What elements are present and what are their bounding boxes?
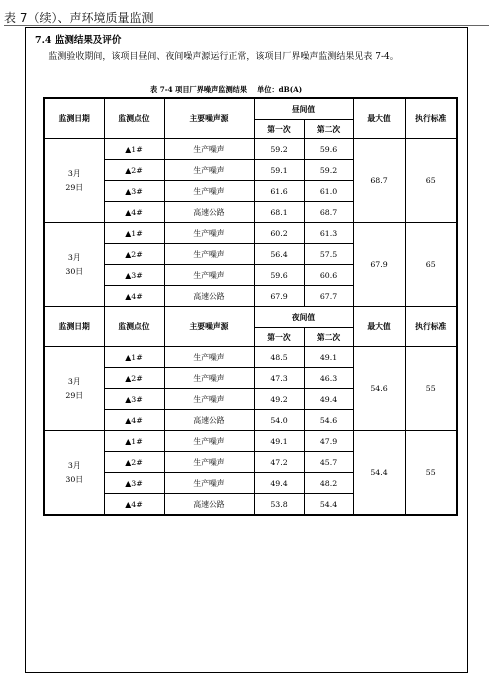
point-cell: ▲3# [104,181,164,202]
header-period: 夜间值 [254,307,353,328]
second-value-cell: 46.3 [304,368,353,389]
source-cell: 高速公路 [164,494,254,516]
date-cell [44,223,104,307]
page-header: 表 7（续）、声环境质量监测 [4,11,154,25]
source-cell: 生产噪声 [164,181,254,202]
first-value-cell: 54.0 [254,410,304,431]
table-row [44,431,457,452]
source-cell: 生产噪声 [164,265,254,286]
section-title: 7.4 监测结果及评价 [35,35,122,46]
table-row [44,139,457,160]
source-cell: 高速公路 [164,286,254,307]
second-value-cell: 47.9 [304,431,353,452]
second-value-cell: 68.7 [304,202,353,223]
source-cell: 生产噪声 [164,347,254,368]
source-cell: 生产噪声 [164,223,254,244]
standard-cell: 55 [405,431,457,516]
first-value-cell: 47.3 [254,368,304,389]
header-date: 监测日期 [44,98,104,139]
table-body [44,98,457,515]
first-value-cell: 49.2 [254,389,304,410]
header-max: 最大值 [353,98,405,139]
intro-paragraph: 监测验收期间，该项目昼间、夜间噪声源运行正常，该项目厂界噪声监测结果见表 7-4。 [48,52,399,62]
first-value-cell: 61.6 [254,181,304,202]
first-value-cell: 47.2 [254,452,304,473]
table-caption-title: 表 7-4 项目厂界噪声监测结果 [150,85,248,94]
point-cell: ▲3# [104,265,164,286]
header-first: 第一次 [254,120,304,139]
header-standard: 执行标准 [405,98,457,139]
point-cell: ▲2# [104,160,164,181]
point-cell: ▲2# [104,368,164,389]
table-row [44,223,457,244]
table-caption-unit: 单位：dB(A) [257,85,303,94]
point-cell: ▲1# [104,347,164,368]
second-value-cell: 54.4 [304,494,353,516]
point-cell: ▲3# [104,473,164,494]
second-value-cell: 54.6 [304,410,353,431]
point-cell: ▲4# [104,494,164,516]
standard-cell: 55 [405,347,457,431]
date-cell [44,431,104,516]
second-value-cell: 61.0 [304,181,353,202]
point-cell: ▲4# [104,286,164,307]
date-cell [44,347,104,431]
header-first: 第一次 [254,328,304,347]
second-value-cell: 60.6 [304,265,353,286]
second-value-cell: 49.1 [304,347,353,368]
first-value-cell: 59.2 [254,139,304,160]
table-caption [150,85,302,95]
point-cell: ▲1# [104,431,164,452]
first-value-cell: 59.6 [254,265,304,286]
date-text: 3月30日 [65,460,84,484]
second-value-cell: 61.3 [304,223,353,244]
date-text: 3月30日 [65,252,84,276]
header-point: 监测点位 [104,307,164,347]
header-standard: 执行标准 [405,307,457,347]
source-cell: 生产噪声 [164,473,254,494]
point-cell: ▲3# [104,389,164,410]
header-source: 主要噪声源 [164,307,254,347]
max-value-cell: 54.4 [353,431,405,516]
source-cell: 生产噪声 [164,139,254,160]
second-value-cell: 57.5 [304,244,353,265]
date-text: 3月29日 [65,168,84,192]
header-second: 第二次 [304,328,353,347]
source-cell: 生产噪声 [164,244,254,265]
second-value-cell: 48.2 [304,473,353,494]
point-cell: ▲1# [104,139,164,160]
max-value-cell: 68.7 [353,139,405,223]
standard-cell: 65 [405,223,457,307]
first-value-cell: 56.4 [254,244,304,265]
first-value-cell: 67.9 [254,286,304,307]
first-value-cell: 60.2 [254,223,304,244]
header-max: 最大值 [353,307,405,347]
source-cell: 生产噪声 [164,452,254,473]
first-value-cell: 49.1 [254,431,304,452]
second-value-cell: 45.7 [304,452,353,473]
point-cell: ▲1# [104,223,164,244]
header-date: 监测日期 [44,307,104,347]
point-cell: ▲2# [104,244,164,265]
header-period: 昼间值 [254,98,353,120]
table-row [44,347,457,368]
date-cell [44,139,104,223]
first-value-cell: 68.1 [254,202,304,223]
header-rule [4,25,489,26]
source-cell: 生产噪声 [164,368,254,389]
second-value-cell: 49.4 [304,389,353,410]
second-value-cell: 67.7 [304,286,353,307]
first-value-cell: 49.4 [254,473,304,494]
source-cell: 生产噪声 [164,160,254,181]
date-text: 3月29日 [65,376,84,400]
header-source: 主要噪声源 [164,98,254,139]
max-value-cell: 54.6 [353,347,405,431]
second-value-cell: 59.6 [304,139,353,160]
point-cell: ▲4# [104,202,164,223]
standard-cell: 65 [405,139,457,223]
point-cell: ▲2# [104,452,164,473]
first-value-cell: 53.8 [254,494,304,516]
point-cell: ▲4# [104,410,164,431]
noise-results-table [43,97,458,516]
header-row [44,307,457,328]
first-value-cell: 48.5 [254,347,304,368]
second-value-cell: 59.2 [304,160,353,181]
max-value-cell: 67.9 [353,223,405,307]
source-cell: 生产噪声 [164,431,254,452]
source-cell: 高速公路 [164,410,254,431]
first-value-cell: 59.1 [254,160,304,181]
header-second: 第二次 [304,120,353,139]
source-cell: 高速公路 [164,202,254,223]
source-cell: 生产噪声 [164,389,254,410]
header-point: 监测点位 [104,98,164,139]
header-row [44,98,457,120]
